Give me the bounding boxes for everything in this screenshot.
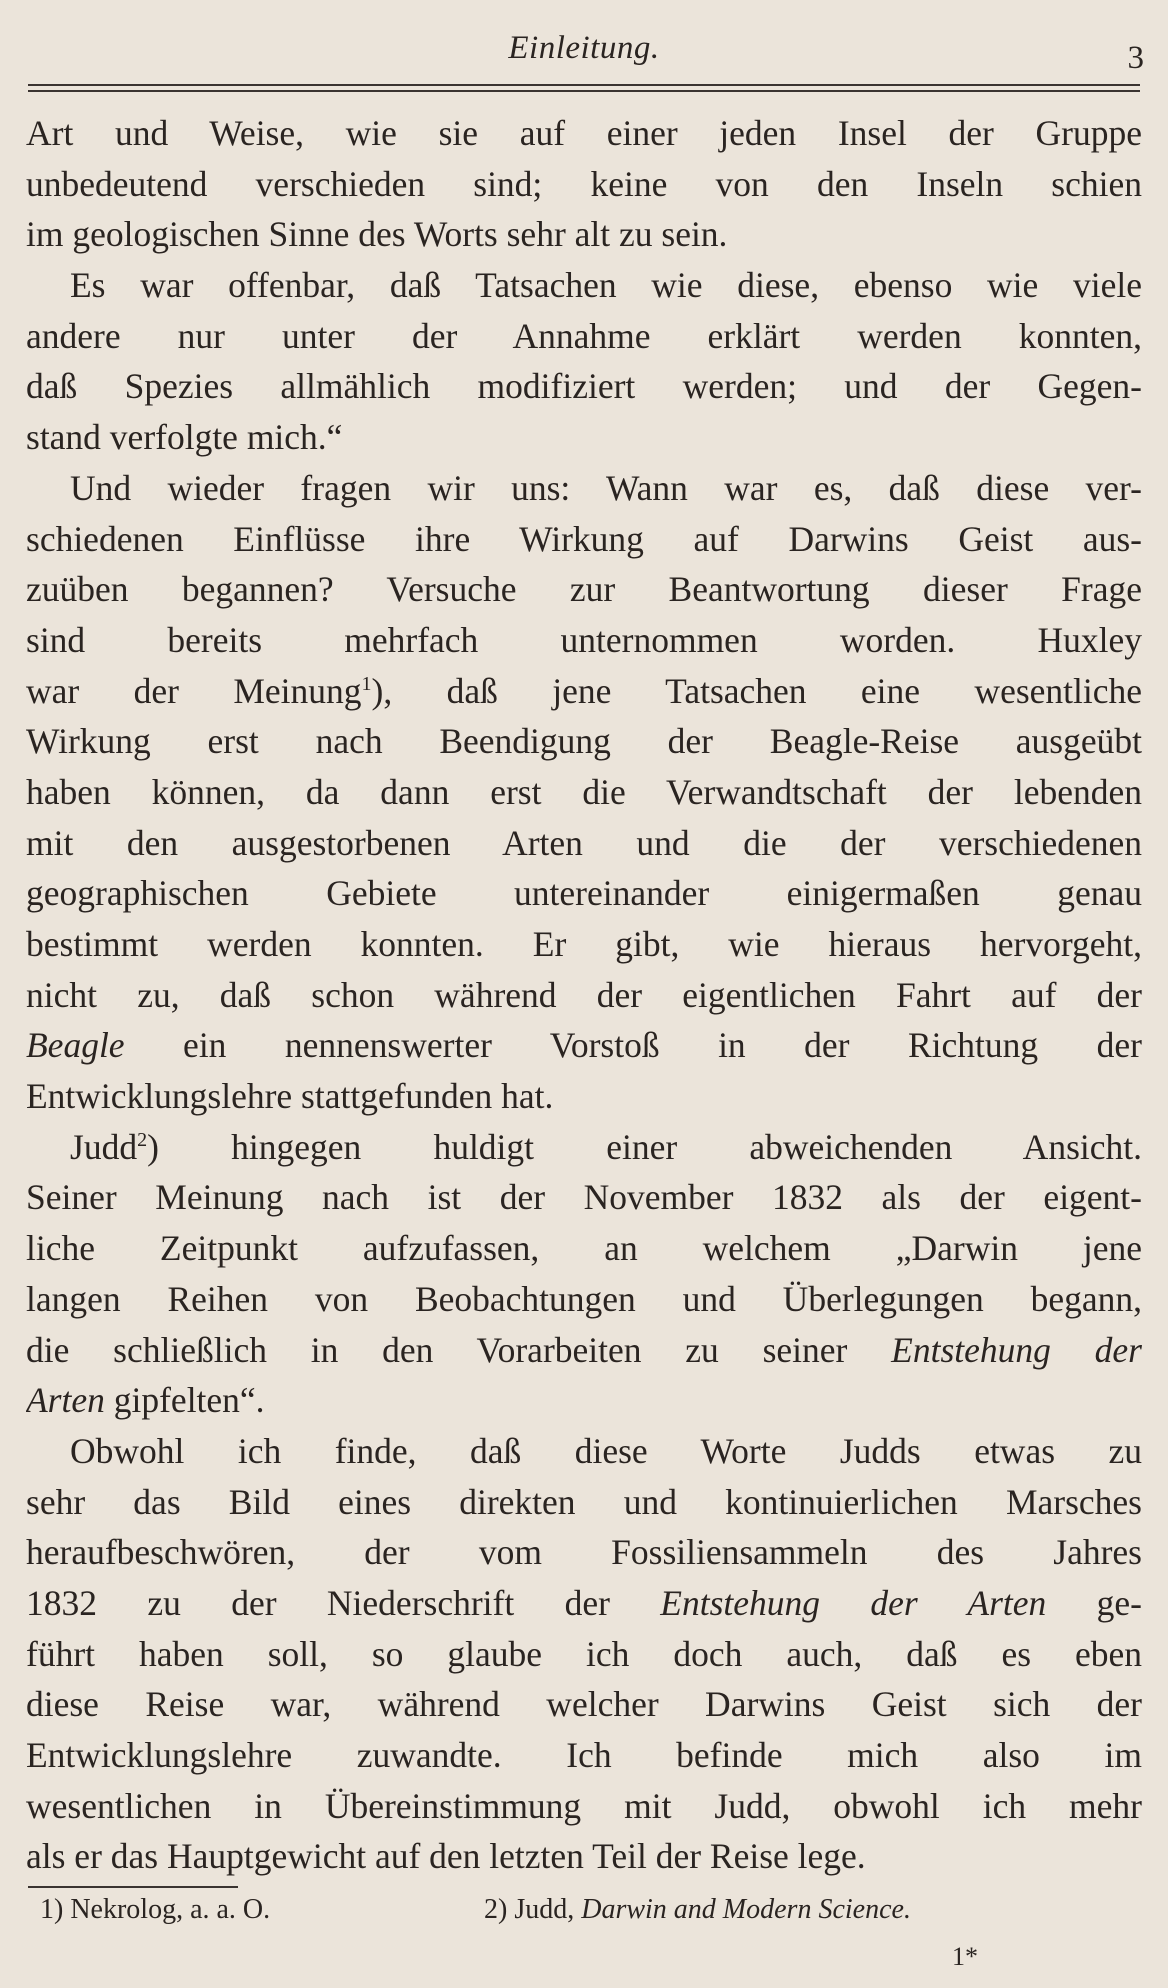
text-line: mit den ausgestorbenen Arten und die der verschiedenen (26, 822, 1142, 863)
italic-title: Entstehung der (891, 1329, 1142, 1370)
text-segment: ) hingegen huldigt einer abweichenden Ansicht. (147, 1126, 1142, 1167)
text-line: als er das Hauptgewicht auf den letzten Teil der Reise lege. (26, 1836, 866, 1877)
text-line: Und wieder fragen wir uns: Wann war es, daß diese ver- (70, 467, 1142, 508)
text-line: Entwicklungslehre zuwandte. Ich befinde mich also im (26, 1735, 1142, 1775)
text-line: Es war offenbar, daß Tatsachen wie diese, ebenso wie viele (70, 265, 1142, 306)
text-segment: die schließlich in den Vorarbeiten zu seiner (26, 1329, 892, 1370)
running-title: Einleitung. (508, 30, 660, 66)
text-line: Obwohl ich finde, daß diese Worte Judds etwas zu (70, 1430, 1142, 1471)
text-line: sind bereits mehrfach unternommen worden. Huxley (26, 619, 1142, 660)
text-line: bestimmt werden konnten. Er gibt, wie hieraus hervorgeht, (26, 924, 1142, 964)
signature-mark: 1* (952, 1942, 978, 1971)
italic-title: Beagle (26, 1025, 125, 1066)
text-line: Art und Weise, wie sie auf einer jeden Insel der Gruppe (26, 113, 1142, 153)
footnote-1 (40, 1890, 270, 1930)
text-line: Wirkung erst nach Beendigung der Beagle-Reise ausgeübt (26, 721, 1142, 762)
text-line: nicht zu, daß schon während der eigentlichen Fahrt auf der (26, 974, 1142, 1015)
text-line: Seiner Meinung nach ist der November 1832 als der eigent- (26, 1177, 1142, 1218)
text-line (26, 1578, 1142, 1629)
text-line: diese Reise war, während welcher Darwins Geist sich der (26, 1684, 1142, 1725)
text-segment: Judd (70, 1126, 138, 1167)
text-line (26, 1325, 1142, 1376)
text-line: stand verfolgte mich.“ (26, 417, 343, 458)
text-line: im geologischen Sinne des Worts sehr alt zu sein. (26, 214, 728, 255)
text-line: schiedenen Einflüsse ihre Wirkung auf Darwins Geist aus- (26, 518, 1142, 559)
text-line: geographischen Gebiete untereinander einigermaßen genau (26, 873, 1142, 914)
text-line: zuüben begannen? Versuche zur Beantwortung dieser Frage (26, 569, 1142, 610)
footnote-2 (484, 1890, 911, 1930)
text-line: sehr das Bild eines direkten und kontinuierlichen Marsches (26, 1481, 1142, 1522)
footnote-rule (28, 1886, 238, 1888)
footnote-marker: 1) (40, 1894, 64, 1925)
text-line: liche Zeitpunkt aufzufassen, an welchem „Darwin jene (26, 1228, 1142, 1269)
footnote-reference-1: 1 (361, 672, 372, 695)
text-line: andere nur unter der Annahme erklärt werden konnten, (26, 315, 1142, 356)
footnote-cited-title: Darwin and Modern Science. (581, 1894, 911, 1925)
text-line: unbedeutend verschieden sind; keine von den Inseln schien (26, 163, 1142, 204)
italic-title: Arten (26, 1380, 105, 1421)
text-line: haben können, da dann erst die Verwandtschaft der lebenden (26, 771, 1142, 812)
text-line: Entwicklungslehre stattgefunden hat. (26, 1076, 554, 1117)
footnote-text: Judd, (507, 1894, 582, 1925)
body-text (26, 108, 1142, 1882)
footnote-marker: 2) (484, 1894, 508, 1925)
footnotes (40, 1890, 1140, 1930)
text-line (26, 1375, 1142, 1426)
text-line: daß Spezies allmählich modifiziert werden; und der Gegen- (26, 366, 1142, 407)
header-rule-top (28, 84, 1140, 86)
text-segment: gipfelten“. (104, 1380, 265, 1421)
footnote-text: Nekrolog, a. a. O. (63, 1894, 271, 1925)
text-line: heraufbeschwören, der vom Fossiliensammeln des Jahres (26, 1532, 1142, 1573)
text-line (26, 1122, 1142, 1173)
text-segment: ein nennenswerter Vorstoß in der Richtung der (124, 1025, 1142, 1066)
text-line: wesentlichen in Übereinstimmung mit Judd, obwohl ich mehr (26, 1785, 1142, 1826)
text-line: führt haben soll, so glaube ich doch auch, daß es eben (26, 1633, 1142, 1674)
header-rule-bottom (28, 90, 1140, 92)
page-number: 3 (1127, 40, 1144, 76)
text-line: langen Reihen von Beobachtungen und Überlegungen begann, (26, 1278, 1142, 1319)
text-segment: war der Meinung (26, 670, 362, 711)
footnote-reference-2: 2 (137, 1128, 148, 1151)
text-line (26, 1020, 1142, 1071)
text-segment: ), daß jene Tatsachen eine wesentliche (371, 670, 1142, 711)
text-line (26, 666, 1142, 717)
italic-title: Entstehung der Arten (660, 1582, 1047, 1623)
text-segment: 1832 zu der Niederschrift der (26, 1582, 661, 1623)
text-segment: ge- (1046, 1582, 1142, 1623)
running-head (0, 26, 1168, 76)
